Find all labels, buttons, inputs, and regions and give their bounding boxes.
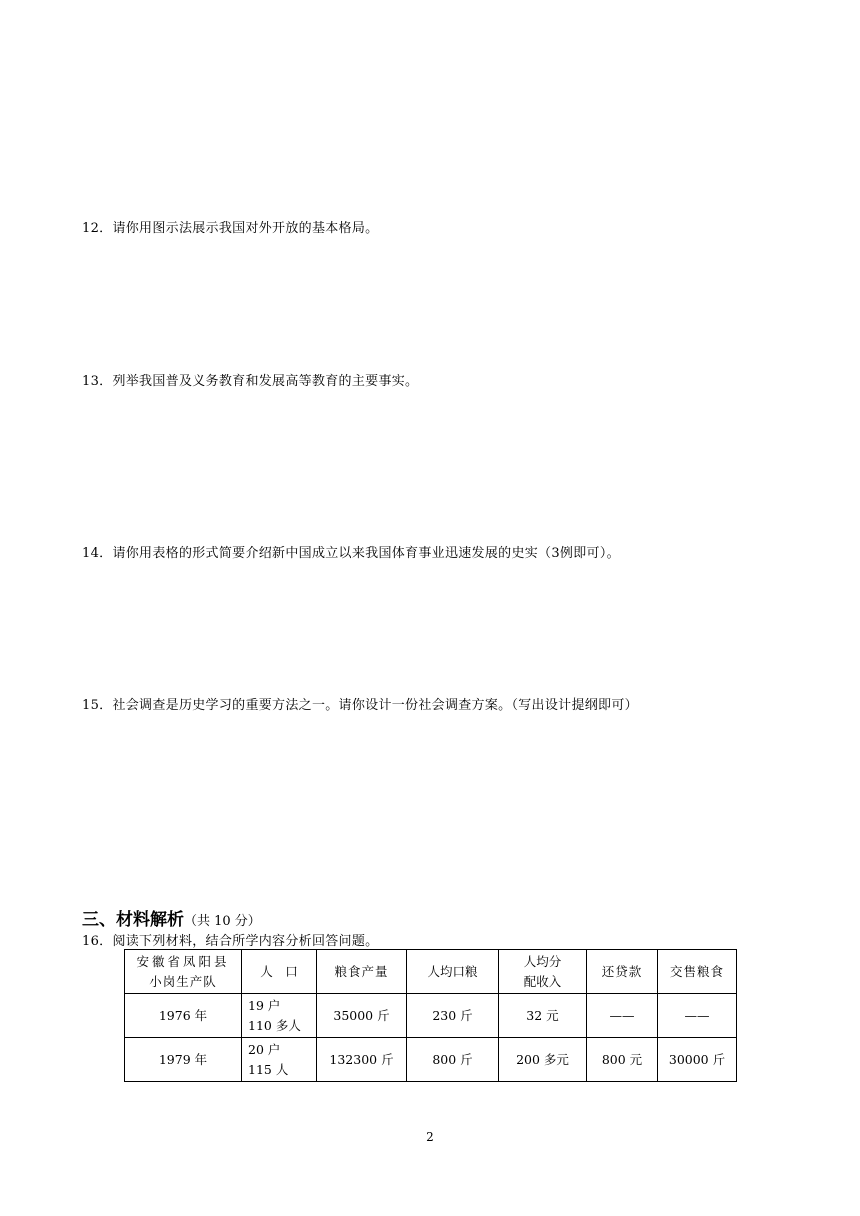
- cell-loan-repayment: 800 元: [587, 1038, 658, 1082]
- cell-per-capita-income: 32 元: [499, 994, 587, 1038]
- cell-per-capita-income: 200 多元: [499, 1038, 587, 1082]
- section-3-title: 三、材料解析: [82, 910, 184, 930]
- header-location: 安徽省凤阳县 小岗生产队: [125, 950, 242, 994]
- question-16: 16．阅读下列材料，结合所学内容分析回答问题。: [82, 934, 379, 949]
- cell-population: 20 户 115 人: [242, 1038, 317, 1082]
- cell-year: 1976 年: [125, 994, 242, 1038]
- cell-year: 1979 年: [125, 1038, 242, 1082]
- header-population: 人 口: [242, 950, 317, 994]
- header-loan-repayment: 还贷款: [587, 950, 658, 994]
- table-row: [125, 1038, 737, 1082]
- table-row: [125, 994, 737, 1038]
- question-13: 13．列举我国普及义务教育和发展高等教育的主要事实。: [82, 374, 419, 389]
- question-12: 12．请你用图示法展示我国对外开放的基本格局。: [82, 221, 379, 236]
- header-per-capita-income: 人均分 配收入: [499, 950, 587, 994]
- cell-grain-output: 35000 斤: [317, 994, 407, 1038]
- cell-loan-repayment: ——: [587, 994, 658, 1038]
- page-number: 2: [426, 1130, 434, 1144]
- header-grain-output: 粮食产量: [317, 950, 407, 994]
- cell-per-capita-grain: 230 斤: [407, 994, 499, 1038]
- question-14: 14．请你用表格的形式简要介绍新中国成立以来我国体育事业迅速发展的史实（3例即可）。: [82, 546, 620, 561]
- xiaogang-data-table: [124, 949, 737, 1082]
- header-per-capita-grain: 人均口粮: [407, 950, 499, 994]
- cell-population: 19 户 110 多人: [242, 994, 317, 1038]
- section-3-heading: [82, 905, 261, 930]
- header-grain-sold: 交售粮食: [658, 950, 737, 994]
- cell-grain-sold: 30000 斤: [658, 1038, 737, 1082]
- cell-grain-output: 132300 斤: [317, 1038, 407, 1082]
- section-3-points: （共 10 分）: [184, 914, 261, 929]
- cell-grain-sold: ——: [658, 994, 737, 1038]
- question-15: 15．社会调查是历史学习的重要方法之一。请你设计一份社会调查方案。（写出设计提纲即可）: [82, 698, 638, 713]
- cell-per-capita-grain: 800 斤: [407, 1038, 499, 1082]
- table-header-row: [125, 950, 737, 994]
